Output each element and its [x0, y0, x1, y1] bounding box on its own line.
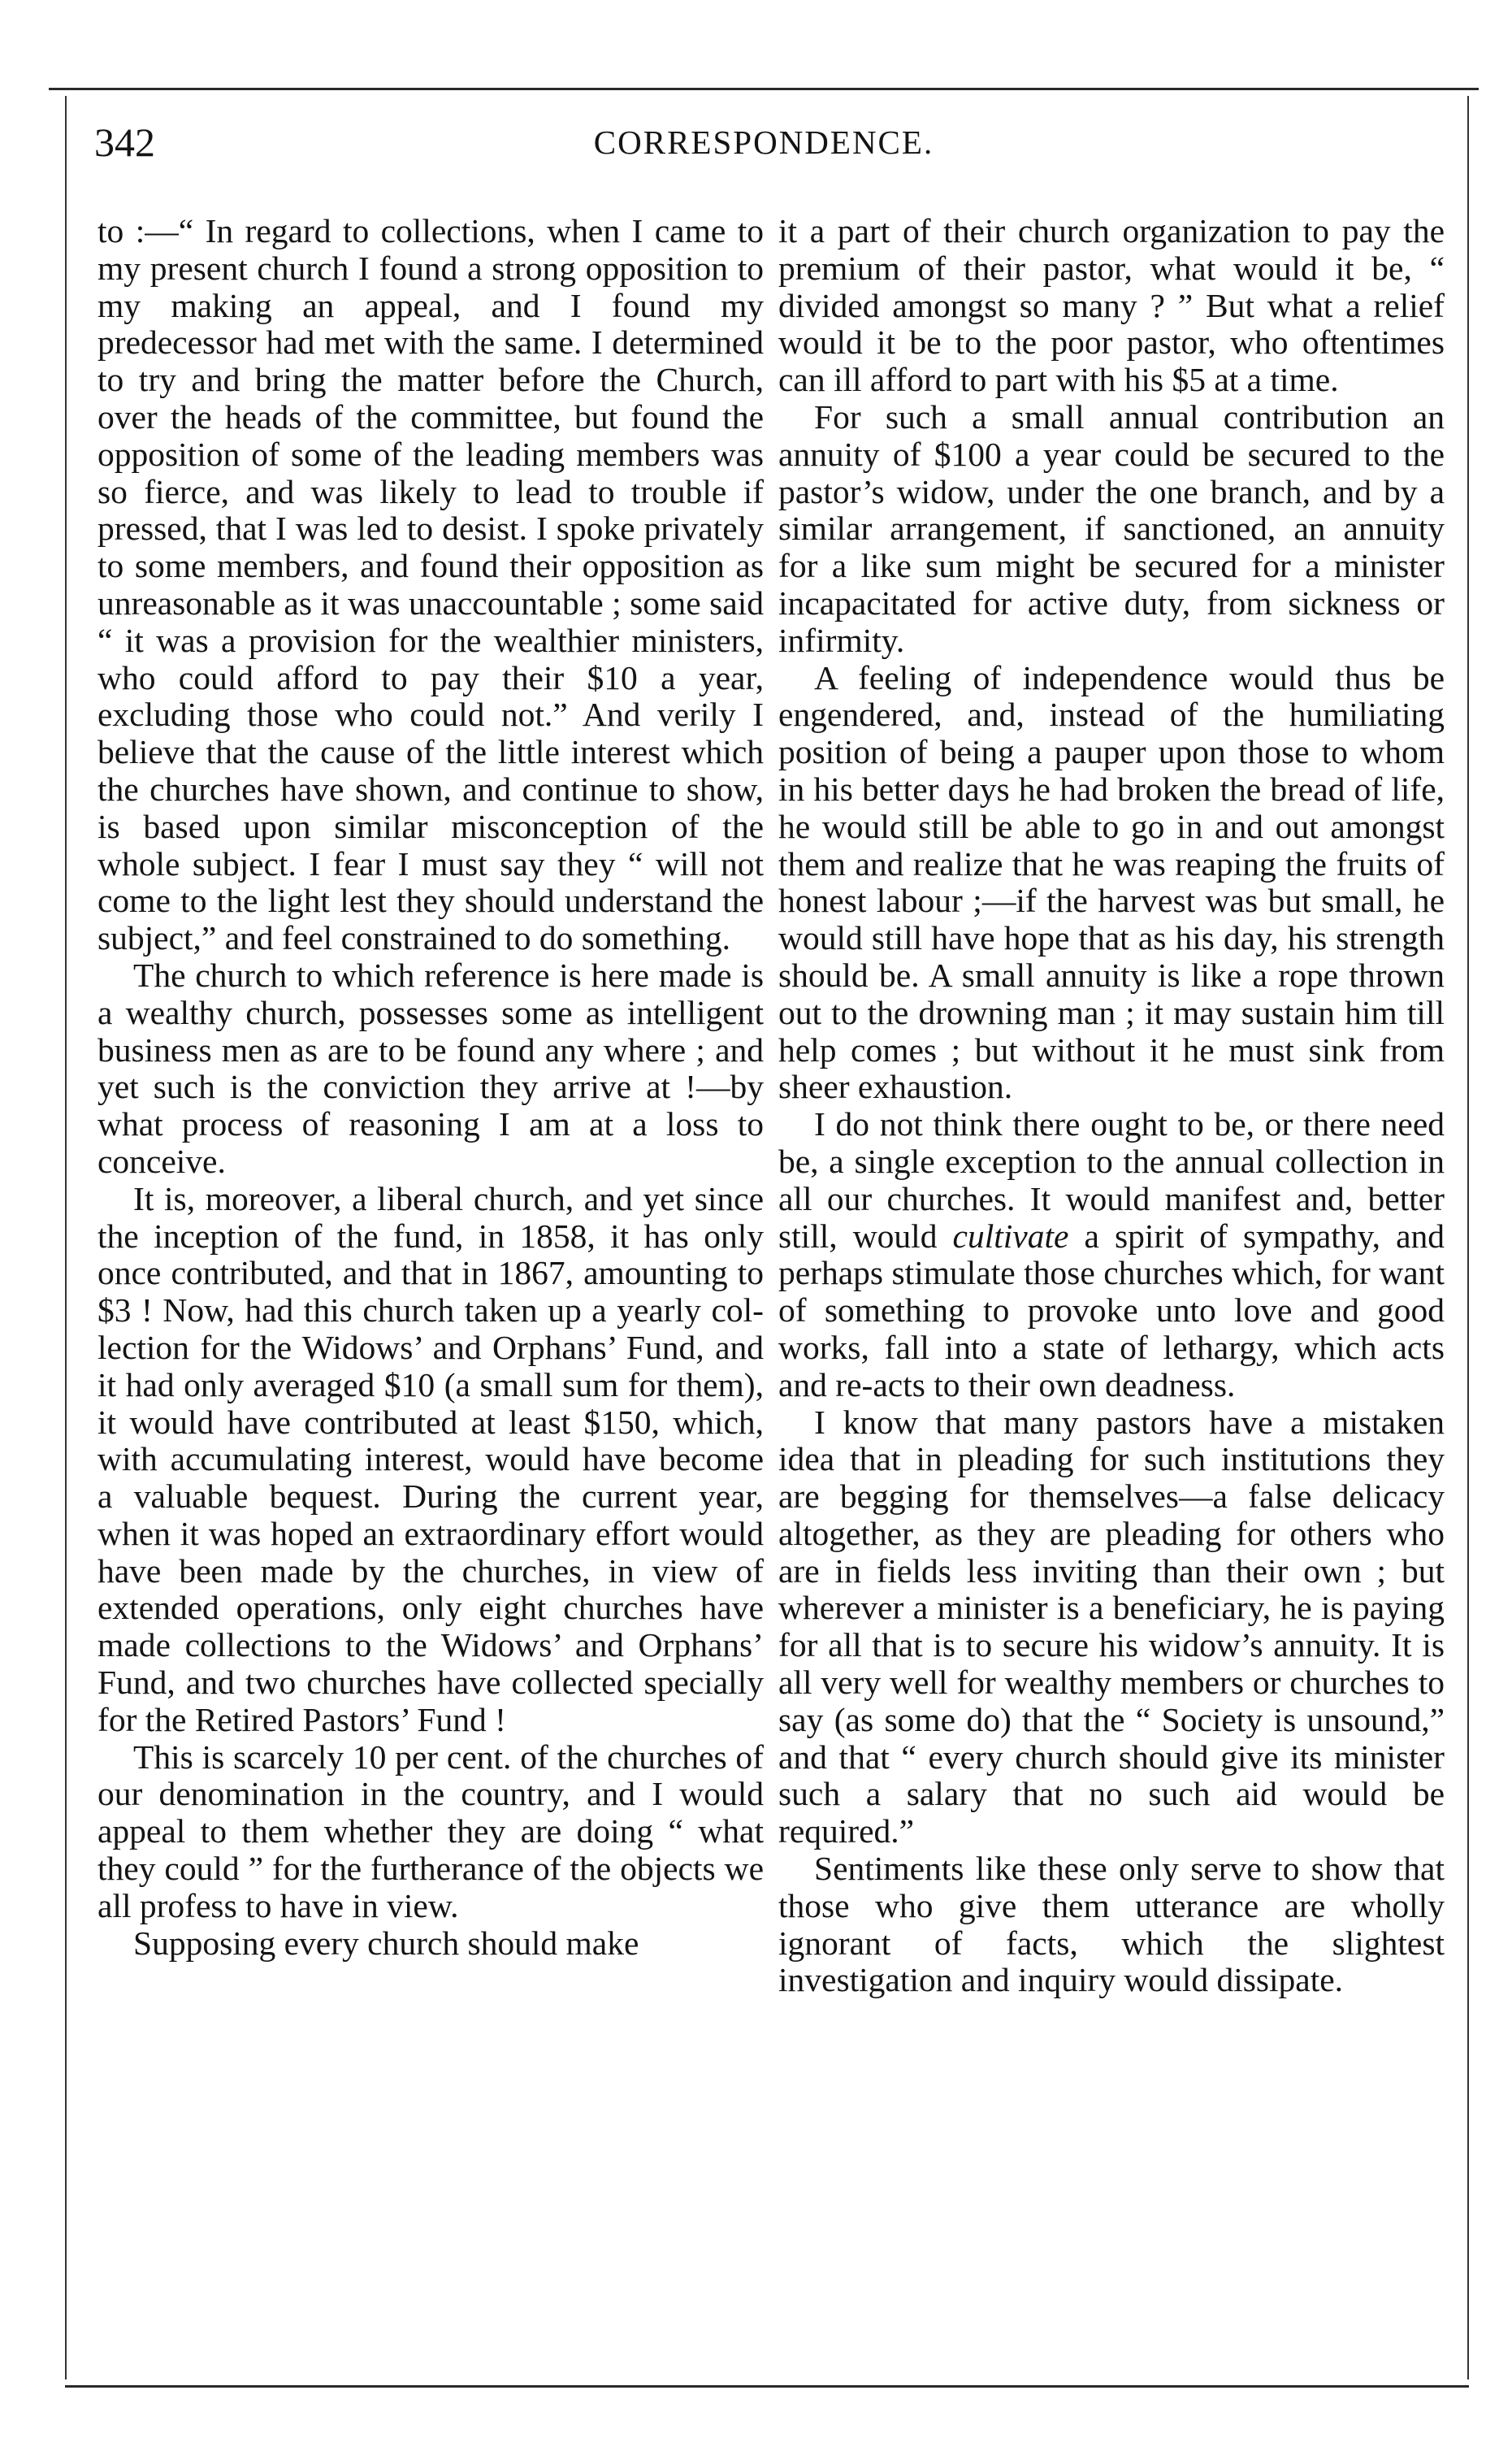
paragraph-text: a spirit of sympathy, and perhaps stimulate those churches which, for want of something to provoke unto love and good works, fall into a state of lethargy, which acts and re-acts to their own deadness. — [778, 1217, 1445, 1403]
right-border-rule — [1467, 96, 1469, 2379]
paragraph: A feeling of independence would thus be engendered, and, instead of the humiliating position of being a pauper upon those to whom in his better days he had broken the bread of life, he would still be able to go in and out amongst them and realize that he was reaping the fruits of honest labour ;—if the harvest was but small, he would still have hope that as his day, his strength should be. A small annuity is like a rope thrown out to the drowning man ; it may sustain him till help comes ; but without it he must sink from sheer exhaustion. — [778, 658, 1445, 1106]
left-border-rule — [65, 96, 67, 2379]
paragraph: Supposing every church should make — [133, 1924, 639, 1962]
paragraph: to :—“ In regard to collections, when I came to my present church I found a strong opposition to my making an appeal, and I found my predecessor had met with the same. I determined to try and bring the matter before the Church, over the heads of the committee, but found the opposition of some of the leading members was so fierce, and was likely to lead to trouble if pressed, that I was led to desist. I spoke privately to some members, and found their opposition as unreasonable as it was unaccountable ; some said “ it was a provision for the wealthier ministers, who could afford to pay their $10 a year, excluding those who could not.” And verily I believe that the cause of the little interest which the churches have shown, and continue to show, is based upon similar misconception of the whole subject. I fear I must say they “ will not come to the light lest they should understand the subject,” and feel constrained to do something. — [97, 212, 764, 957]
running-head: CORRESPONDENCE. — [593, 124, 934, 161]
page-number: 342 — [94, 119, 155, 165]
top-rule — [49, 88, 1479, 90]
paragraph: This is scarcely 10 per cent. of the churches of our denomination in the country, and I would appeal to them whether they are doing “ what they could ” for the furtherance of the objects we all profess to have in view. — [97, 1737, 764, 1924]
paragraph: it a part of their church organization to pay the premium of their pastor, what would it be, “ divided amongst so many ? ” But what a relief would it be to the poor pastor, who oftentimes can ill afford to part with his $5 at a time. — [778, 212, 1445, 399]
paragraph: For such a small annual contribution an annuity of $100 a year could be secured to the pastor’s widow, under the one branch, and by a similar arrangement, if sanctioned, an annuity for a like sum might be secured for a minister incapacitated for active duty, from sickness or infirmity. — [778, 397, 1445, 659]
paragraph — [778, 1106, 1445, 1403]
paragraph: It is, moreover, a liberal church, and yet since the inception of the fund, in 1858, it has only once contributed, and that in 1867, amounting to $3 ! Now, had this church taken up a yearly collection for the Widows’ and Orphans’ Fund, and it had only averaged $10 (a small sum for them), it would have contributed at least $150, which, with accumulating interest, would have become a valuable bequest. During the current year, when it was hoped an extraordinary effort would have been made by the churches, in view of extended operations, only eight churches have made collections to the Widows’ and Orphans’ Fund, and two churches have collected specially for the Retired Pastors’ Fund ! — [97, 1179, 764, 1738]
paragraph: I know that many pastors have a mistaken idea that in pleading for such institutions they are begging for themselves—a false delicacy altogether, as they are pleading for others who are in fields less inviting than their own ; but wherever a minister is a beneficiary, he is paying for all that is to secure his widow’s annuity. It is all very well for wealthy members or churches to say (as some do) that the “ Society is unsound,” and that “ every church should give its minister such a salary that no such aid would be required.” — [778, 1403, 1445, 1850]
left-column — [97, 213, 764, 1962]
emphasized-word: cultivate — [952, 1217, 1069, 1255]
right-column — [778, 213, 1445, 1999]
bottom-rule — [65, 2385, 1469, 2388]
paragraph: The church to which reference is here made is a wealthy church, possesses some as intelligent business men as are to be found any where ; and yet such is the conviction they arrive at !—by what process of reasoning I am at a loss to conceive. — [97, 956, 764, 1180]
paragraph-text: I do not think there ought to be, or there need be, a single exception to the annual collection in all our churches. It would manifest and, better still, would — [778, 1105, 1445, 1255]
paragraph: Sentiments like these only serve to show that those who give them utterance are wholly ignorant of facts, which the slightest investigation and inquiry would dissipate. — [778, 1850, 1445, 1999]
